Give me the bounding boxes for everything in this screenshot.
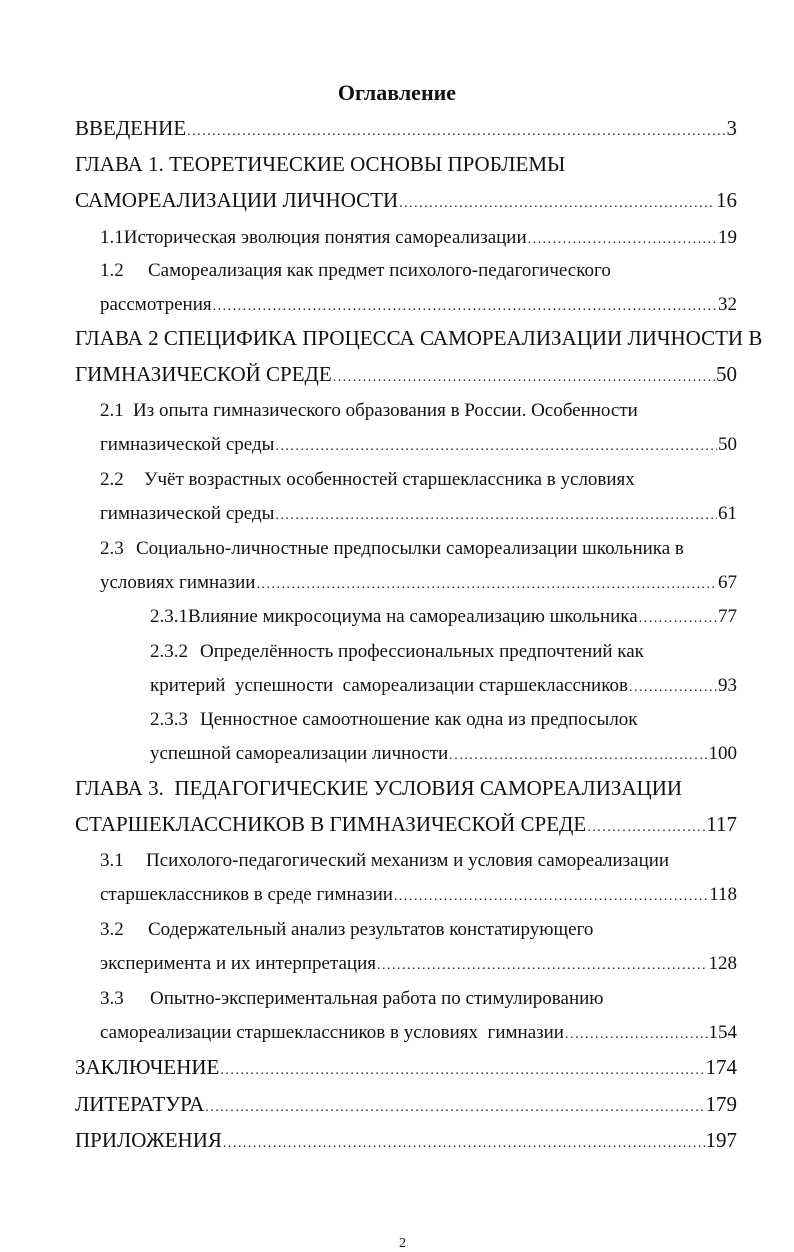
toc-section-number: 2.3.1 bbox=[150, 606, 188, 627]
dot-leader bbox=[333, 366, 715, 390]
toc-section-number: 1.1 bbox=[100, 227, 124, 248]
dot-leader bbox=[399, 192, 715, 216]
toc-section-number: 3.3 bbox=[100, 988, 124, 1009]
dot-leader bbox=[275, 435, 717, 459]
toc-entry-text: ПРИЛОЖЕНИЯ bbox=[75, 1128, 222, 1152]
toc-entry-text: Самореализация как предмет психолого-педагогического bbox=[148, 260, 611, 281]
toc-section-number: 2.2 bbox=[100, 469, 124, 490]
dot-leader bbox=[394, 885, 708, 909]
toc-entry-text: СТАРШЕКЛАССНИКОВ В ГИМНАЗИЧЕСКОЙ СРЕДЕ bbox=[75, 812, 587, 836]
toc-chapter-2 bbox=[75, 362, 737, 390]
toc-section-3-3-heading bbox=[100, 987, 603, 1011]
toc-entry-intro bbox=[75, 116, 737, 144]
toc-section-number: 3.1 bbox=[100, 850, 124, 871]
dot-leader bbox=[256, 573, 717, 597]
toc-chapter-2-heading bbox=[75, 326, 762, 350]
toc-entry-text: ВВЕДЕНИЕ bbox=[75, 116, 187, 140]
dot-leader bbox=[223, 1132, 705, 1156]
toc-entry-text: Из опыта гимназического образования в России. Особенности bbox=[133, 400, 638, 421]
toc-entry-text: Психолого-педагогический механизм и условия самореализации bbox=[146, 850, 670, 871]
toc-entry-text: критерий успешности самореализации старшеклассников bbox=[150, 675, 628, 696]
dot-leader bbox=[220, 1059, 704, 1083]
toc-section-3-3 bbox=[100, 1021, 737, 1047]
toc-entry-text: Ценностное самоотношение как одна из предпосылок bbox=[200, 709, 638, 730]
toc-entry-text: старшеклассников в среде гимназии bbox=[100, 884, 393, 905]
toc-section-1-2-heading bbox=[100, 259, 611, 283]
toc-section-2-1 bbox=[100, 433, 737, 459]
toc-section-1-1 bbox=[100, 226, 737, 252]
toc-entry-text: ГЛАВА 3. ПЕДАГОГИЧЕСКИЕ УСЛОВИЯ САМОРЕАЛИЗАЦИИ bbox=[75, 776, 683, 800]
toc-section-number: 2.3.2 bbox=[150, 641, 188, 662]
toc-page-number: 118 bbox=[709, 884, 737, 905]
toc-page-number: 197 bbox=[705, 1128, 737, 1152]
toc-entry-text: ГЛАВА 1. ТЕОРЕТИЧЕСКИЕ ОСНОВЫ ПРОБЛЕМЫ bbox=[75, 152, 566, 176]
toc-section-number: 3.2 bbox=[100, 919, 124, 940]
dot-leader bbox=[205, 1096, 704, 1120]
dot-leader bbox=[629, 676, 717, 700]
toc-entry-text: Социально-личностные предпосылки самореализации школьника в bbox=[136, 538, 684, 559]
toc-entry-text: Опытно-экспериментальная работа по стимулированию bbox=[150, 988, 604, 1009]
toc-page-number: 128 bbox=[708, 953, 737, 974]
toc-section-3-2-heading bbox=[100, 918, 593, 942]
toc-entry-text: рассмотрения bbox=[100, 294, 212, 315]
toc-section-number: 1.2 bbox=[100, 260, 124, 281]
toc-section-2-3-2 bbox=[150, 674, 737, 700]
toc-entry-text: Определённость профессиональных предпочтений как bbox=[200, 641, 644, 662]
dot-leader bbox=[639, 607, 717, 631]
dot-leader bbox=[565, 1023, 708, 1047]
toc-section-2-3-heading bbox=[100, 537, 684, 561]
toc-section-2-3 bbox=[100, 571, 737, 597]
toc-entry-text: гимназической среды bbox=[100, 503, 275, 524]
toc-page-number: 50 bbox=[718, 434, 737, 455]
toc-page-number: 179 bbox=[705, 1092, 737, 1116]
toc-chapter-1 bbox=[75, 188, 737, 216]
toc-page-number: 77 bbox=[718, 606, 737, 627]
toc-page-number: 67 bbox=[718, 572, 737, 593]
toc-page-number: 93 bbox=[718, 675, 737, 696]
toc-entry-text: Историческая эволюция понятия самореализации bbox=[123, 227, 527, 248]
toc-chapter-3-heading bbox=[75, 776, 682, 800]
toc-section-2-2-heading bbox=[100, 468, 635, 492]
toc-chapter-1-heading bbox=[75, 152, 565, 176]
toc-section-number: 2.1 bbox=[100, 400, 124, 421]
toc-section-2-3-1 bbox=[150, 605, 737, 631]
toc-entry-text: ЛИТЕРАТУРА bbox=[75, 1092, 205, 1116]
dot-leader bbox=[449, 744, 707, 768]
dot-leader bbox=[275, 504, 717, 528]
toc-entry-text: Влияние микросоциума на самореализацию школьника bbox=[188, 606, 638, 627]
toc-entry-literature bbox=[75, 1092, 737, 1120]
toc-section-2-3-2-heading bbox=[150, 640, 644, 664]
toc-entry-text: успешной самореализации личности bbox=[150, 743, 449, 764]
toc-entry-text: самореализации старшеклассников в условиях гимназии bbox=[100, 1022, 564, 1043]
toc-entry-text: САМОРЕАЛИЗАЦИИ ЛИЧНОСТИ bbox=[75, 188, 399, 212]
dot-leader bbox=[528, 228, 717, 252]
toc-section-number: 2.3.3 bbox=[150, 709, 188, 730]
toc-page-number: 50 bbox=[716, 362, 737, 386]
toc-page-number: 16 bbox=[716, 188, 737, 212]
toc-page-number: 19 bbox=[718, 227, 737, 248]
toc-section-3-2 bbox=[100, 952, 737, 978]
toc-entry-text: гимназической среды bbox=[100, 434, 275, 455]
toc-section-2-2 bbox=[100, 502, 737, 528]
toc-section-2-1-heading bbox=[100, 399, 638, 423]
toc-section-2-3-3-heading bbox=[150, 708, 638, 732]
toc-chapter-3 bbox=[75, 812, 737, 840]
toc-section-3-1 bbox=[100, 883, 737, 909]
toc-section-1-2 bbox=[100, 293, 737, 319]
toc-entry-conclusion bbox=[75, 1055, 737, 1083]
toc-page-number: 100 bbox=[708, 743, 737, 764]
toc-section-number: 2.3 bbox=[100, 538, 124, 559]
toc-entry-text: Учёт возрастных особенностей старшеклассника в условиях bbox=[144, 469, 635, 490]
dot-leader bbox=[377, 954, 707, 978]
toc-entry-text: ГИМНАЗИЧЕСКОЙ СРЕДЕ bbox=[75, 362, 332, 386]
toc-page-number: 154 bbox=[708, 1022, 737, 1043]
toc-page-number: 174 bbox=[705, 1055, 737, 1079]
toc-page-number: 117 bbox=[706, 812, 737, 836]
toc-entry-text: Содержательный анализ результатов констатирующего bbox=[148, 919, 594, 940]
toc-entry-text: ЗАКЛЮЧЕНИЕ bbox=[75, 1055, 220, 1079]
toc-entry-text: эксперимента и их интерпретация bbox=[100, 953, 377, 974]
toc-section-3-1-heading bbox=[100, 849, 669, 873]
toc-page-number: 3 bbox=[726, 116, 737, 140]
toc-entry-appendix bbox=[75, 1128, 737, 1156]
toc-entry-text: ГЛАВА 2 СПЕЦИФИКА ПРОЦЕССА САМОРЕАЛИЗАЦИИ ЛИЧНОСТИ В bbox=[75, 326, 763, 350]
toc-entry-text: условиях гимназии bbox=[100, 572, 256, 593]
toc-page-number: 61 bbox=[718, 503, 737, 524]
page-title: Оглавление bbox=[337, 80, 457, 105]
dot-leader bbox=[587, 816, 705, 840]
dot-leader bbox=[187, 120, 725, 144]
toc-section-2-3-3 bbox=[150, 742, 737, 768]
page-number: 2 bbox=[399, 1236, 406, 1251]
toc-page-number: 32 bbox=[718, 294, 737, 315]
dot-leader bbox=[213, 295, 717, 319]
